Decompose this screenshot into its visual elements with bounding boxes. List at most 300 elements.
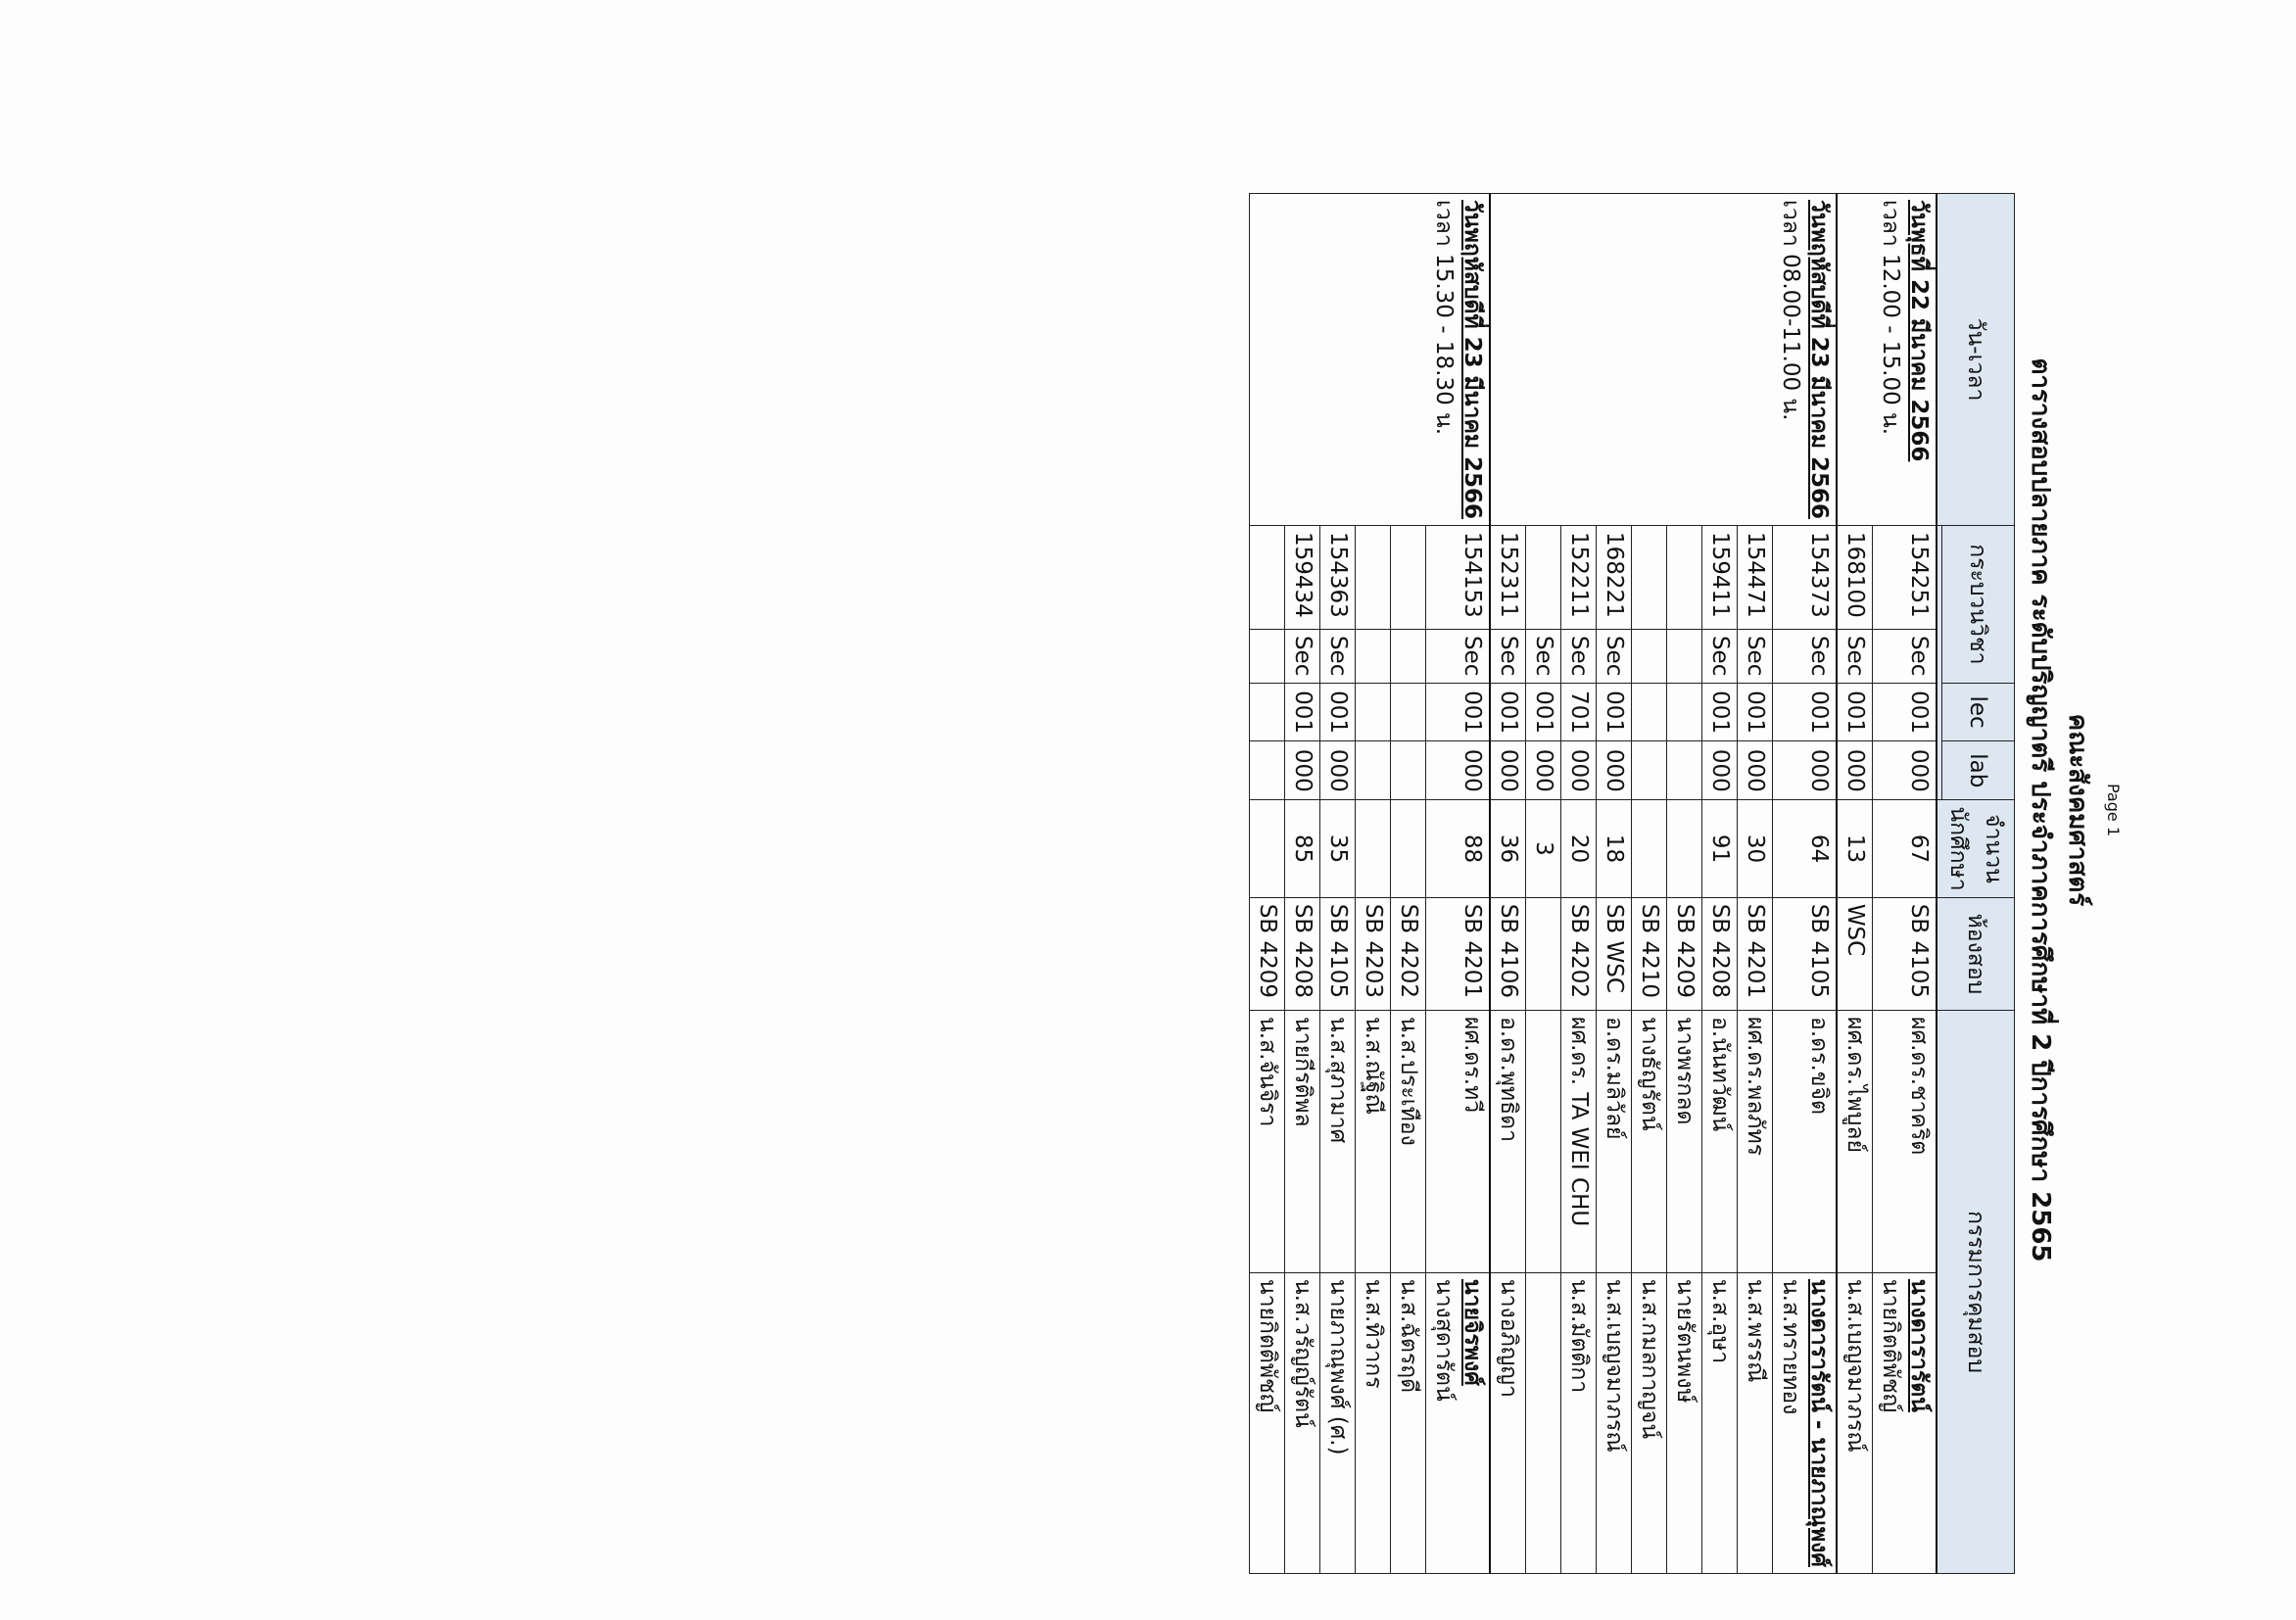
cell-staff — [1526, 1272, 1561, 1573]
cell-lec — [1391, 683, 1426, 741]
lec-value: 001 — [1602, 691, 1627, 734]
course-value: 168221 — [1602, 532, 1627, 618]
cell-course — [1873, 526, 1937, 630]
staff-value: น.ส.ทรายทอง — [1778, 1278, 1803, 1415]
lab-value: 000 — [1707, 748, 1733, 792]
cell-lab — [1702, 741, 1738, 800]
cell-sec — [1837, 629, 1873, 683]
cell-sec — [1320, 629, 1356, 683]
sec-value — [1394, 636, 1422, 677]
course-value — [1635, 532, 1663, 623]
cell-course — [1391, 526, 1426, 630]
students-value: 3 — [1531, 841, 1556, 856]
sec-value: Sec — [1566, 635, 1592, 677]
cell-course — [1597, 526, 1632, 630]
examiner-value: อ.นันทวัฒน์ — [1707, 1017, 1733, 1132]
cell-students — [1597, 800, 1632, 898]
room-value: SB 4201 — [1459, 903, 1485, 999]
cell-staff — [1285, 1272, 1320, 1573]
cell-lab — [1285, 741, 1320, 800]
cell-students — [1356, 800, 1391, 898]
cell-students — [1285, 800, 1320, 898]
cell-staff — [1597, 1272, 1632, 1573]
lab-value: 000 — [1743, 748, 1768, 792]
cell-course — [1356, 526, 1391, 630]
cell-students — [1632, 800, 1667, 898]
cell-course — [1561, 526, 1597, 630]
faculty-title: คณะสังคมศาสตร์ — [2063, 713, 2092, 907]
cell-lab — [1526, 741, 1561, 800]
staff-value: นายกิตติพัชญ์ — [1255, 1278, 1280, 1413]
cell-students — [1738, 800, 1773, 898]
course-value: 159411 — [1707, 532, 1733, 618]
cell-staff — [1738, 1272, 1773, 1573]
lab-value: 000 — [1602, 748, 1627, 792]
cell-students — [1526, 800, 1561, 898]
cell-room — [1873, 897, 1937, 1010]
datetime-cell — [1490, 194, 1837, 526]
cell-staff — [1632, 1272, 1667, 1573]
sec-value: Sec — [1602, 635, 1627, 677]
lab-value: 000 — [1906, 748, 1932, 792]
cell-examiner — [1667, 1011, 1702, 1273]
students-value: 91 — [1707, 834, 1733, 864]
cell-students — [1667, 800, 1702, 898]
cell-lec — [1773, 683, 1838, 741]
sec-value: Sec — [1531, 635, 1556, 677]
cell-course — [1738, 526, 1773, 630]
cell-room — [1426, 897, 1491, 1010]
students-value: 35 — [1325, 834, 1351, 864]
course-value — [1359, 532, 1387, 623]
students-value — [1253, 806, 1281, 891]
cell-lec — [1702, 683, 1738, 741]
lec-value: 001 — [1743, 691, 1768, 734]
cell-examiner — [1632, 1011, 1667, 1273]
cell-room — [1391, 897, 1426, 1010]
lec-value — [1359, 690, 1387, 736]
cell-lec — [1837, 683, 1873, 741]
students-value: 85 — [1290, 834, 1315, 864]
exam-time: เวลา 12.00 - 15.00 น. — [1878, 200, 1903, 436]
header-spacer — [1937, 526, 1942, 800]
rotated-page — [120, 85, 2176, 1567]
examiner-value: นางธัญรัตน์ — [1637, 1017, 1662, 1131]
cell-room — [1597, 897, 1632, 1010]
staff-value: น.ส.ทิวากร — [1361, 1278, 1386, 1389]
cell-staff — [1320, 1272, 1356, 1573]
room-value: SB 4202 — [1566, 903, 1592, 999]
exam-date: วันพฤหัสบดีที่ 23 มีนาคม 2566 — [1459, 200, 1485, 520]
cell-lab — [1356, 741, 1391, 800]
students-value: 36 — [1496, 834, 1521, 864]
students-value — [1635, 806, 1663, 891]
cell-sec — [1738, 629, 1773, 683]
schedule-body — [1250, 194, 1937, 1574]
sec-value: Sec — [1290, 635, 1315, 677]
cell-room — [1702, 897, 1738, 1010]
cell-course — [1426, 526, 1491, 630]
lab-value: 000 — [1290, 748, 1315, 792]
cell-students — [1426, 800, 1491, 898]
cell-room — [1667, 897, 1702, 1010]
cell-students — [1391, 800, 1426, 898]
room-value: SB 4209 — [1672, 903, 1698, 999]
course-value: 152311 — [1496, 532, 1521, 618]
exam-time: เวลา 08.00-11.00 น. — [1778, 200, 1803, 421]
datetime-cell — [1837, 194, 1937, 526]
students-value: 64 — [1806, 834, 1832, 864]
cell-lab — [1320, 741, 1356, 800]
cell-lec — [1285, 683, 1320, 741]
cell-lab — [1873, 741, 1937, 800]
staff-value: นางสุดารัตน์ — [1431, 1278, 1457, 1402]
cell-course — [1773, 526, 1838, 630]
staff-value: น.ส.ฉัตรฤดี — [1396, 1278, 1421, 1394]
sec-value: Sec — [1496, 635, 1521, 677]
cell-staff — [1702, 1272, 1738, 1573]
cell-room — [1561, 897, 1597, 1010]
cell-students — [1837, 800, 1873, 898]
course-value — [1670, 532, 1698, 623]
staff-value: น.ส.เบญจมาภรณ์ — [1602, 1278, 1627, 1453]
cell-lab — [1597, 741, 1632, 800]
lec-value: 001 — [1290, 691, 1315, 734]
course-value: 152211 — [1566, 532, 1592, 618]
cell-lab — [1250, 741, 1285, 800]
staff-value: นายภาณุพงศ์ (ศ.) — [1325, 1278, 1351, 1455]
course-value: 168100 — [1842, 532, 1868, 618]
examiner-value: น.ส.สุภามาศ — [1325, 1017, 1351, 1144]
room-value: SB 4105 — [1806, 903, 1832, 999]
table-row — [1773, 194, 1838, 1574]
cell-room — [1490, 897, 1526, 1010]
cell-sec — [1667, 629, 1702, 683]
cell-students — [1773, 800, 1838, 898]
cell-staff — [1773, 1272, 1838, 1573]
sec-value: Sec — [1842, 635, 1868, 677]
cell-lec — [1632, 683, 1667, 741]
cell-lec — [1597, 683, 1632, 741]
staff-value: นางอภิญญา — [1496, 1278, 1521, 1398]
examiner-value: ผศ.ดร.ทวี — [1459, 1017, 1485, 1114]
cell-sec — [1526, 629, 1561, 683]
table-row — [1873, 194, 1937, 1574]
lec-value: 001 — [1459, 691, 1485, 734]
room-value: SB 4210 — [1637, 903, 1662, 999]
cell-sec — [1702, 629, 1738, 683]
cell-course — [1632, 526, 1667, 630]
cell-staff — [1561, 1272, 1597, 1573]
examiner-value — [1529, 1017, 1557, 1266]
cell-sec — [1391, 629, 1426, 683]
examiner-value: น.ส.ประเทือง — [1396, 1017, 1421, 1146]
proctor-head: นางดารารัตน์ - นายภาณุพงศ์ — [1806, 1278, 1832, 1567]
cell-examiner — [1561, 1011, 1597, 1273]
lec-value — [1670, 690, 1698, 736]
course-value — [1529, 532, 1557, 623]
header-row — [1942, 194, 2015, 1574]
sec-value: Sec — [1906, 635, 1932, 677]
exam-time: เวลา 15.30 - 18.30 น. — [1431, 200, 1457, 436]
lec-value: 001 — [1325, 691, 1351, 734]
cell-staff — [1490, 1272, 1526, 1573]
sec-value: Sec — [1806, 635, 1832, 677]
header-committee: กรรมการคุมสอบ — [1937, 1011, 2015, 1574]
cell-examiner — [1490, 1011, 1526, 1273]
cell-staff — [1391, 1272, 1426, 1573]
cell-lab — [1391, 741, 1426, 800]
staff-value: นายรัตนพงษ์ — [1672, 1278, 1698, 1404]
lec-value: 701 — [1566, 691, 1592, 734]
datetime-cell — [1250, 194, 1491, 526]
cell-staff — [1873, 1272, 1937, 1573]
room-value: SB 4105 — [1325, 903, 1351, 999]
cell-room — [1632, 897, 1667, 1010]
cell-students — [1490, 800, 1526, 898]
cell-examiner — [1738, 1011, 1773, 1273]
header-datetime: วัน-เวลา — [1937, 194, 2015, 526]
cell-examiner — [1837, 1011, 1873, 1273]
sec-value: Sec — [1459, 635, 1485, 677]
cell-examiner — [1526, 1011, 1561, 1273]
students-value: 88 — [1459, 834, 1485, 864]
cell-sec — [1773, 629, 1838, 683]
lab-value — [1635, 747, 1663, 793]
course-value: 154251 — [1906, 532, 1932, 618]
students-value: 13 — [1842, 834, 1868, 864]
cell-lab — [1632, 741, 1667, 800]
examiner-value: ผศ.ดร.ไพบูลย์ — [1842, 1017, 1868, 1153]
cell-sec — [1873, 629, 1937, 683]
cell-students — [1873, 800, 1937, 898]
proctor-head: นายจิรพงศ์ — [1459, 1278, 1485, 1386]
page-label: Page 1 — [2104, 784, 2123, 836]
cell-lec — [1873, 683, 1937, 741]
header-students: จำนวนนักศึกษา — [1937, 800, 2015, 898]
sec-value: Sec — [1325, 635, 1351, 677]
staff-value: นายกิตติพัชญ์ — [1878, 1278, 1903, 1413]
course-value: 154153 — [1459, 532, 1485, 618]
exam-date: วันพุธที่ 22 มีนาคม 2566 — [1906, 200, 1932, 462]
cell-lab — [1773, 741, 1838, 800]
sec-value — [1635, 636, 1663, 677]
cell-course — [1702, 526, 1738, 630]
staff-value: น.ส.พรรณี — [1743, 1278, 1768, 1383]
sec-value — [1359, 636, 1387, 677]
cell-room — [1285, 897, 1320, 1010]
exam-date: วันพฤหัสบดีที่ 23 มีนาคม 2566 — [1806, 200, 1832, 520]
lec-value: 001 — [1842, 691, 1868, 734]
examiner-value: ผศ.ดร.ชาคริต — [1906, 1017, 1932, 1156]
cell-lec — [1526, 683, 1561, 741]
room-value: WSC — [1842, 903, 1868, 957]
examiner-value: น.ส.จันจิรา — [1255, 1017, 1280, 1127]
lec-value — [1253, 690, 1281, 736]
examiner-value: นางพรกลด — [1672, 1017, 1698, 1125]
exam-schedule-table — [1249, 193, 2015, 1574]
cell-staff — [1837, 1272, 1873, 1573]
cell-staff — [1426, 1272, 1491, 1573]
cell-course — [1285, 526, 1320, 630]
room-value: SB 4209 — [1255, 903, 1280, 999]
cell-room — [1837, 897, 1873, 1010]
lab-value: 000 — [1842, 748, 1868, 792]
cell-room — [1773, 897, 1838, 1010]
cell-course — [1250, 526, 1285, 630]
examiner-value: น.ส.ณัฐิณี — [1361, 1017, 1386, 1115]
cell-sec — [1632, 629, 1667, 683]
cell-lab — [1837, 741, 1873, 800]
room-value: SB 4208 — [1290, 903, 1315, 999]
examiner-value: อ.ดร.มลิวัลย์ — [1602, 1017, 1627, 1140]
lec-value: 001 — [1806, 691, 1832, 734]
room-value: SB 4203 — [1361, 903, 1386, 999]
lab-value: 000 — [1496, 748, 1521, 792]
cell-examiner — [1250, 1011, 1285, 1273]
lec-value — [1635, 690, 1663, 736]
cell-students — [1561, 800, 1597, 898]
lec-value: 001 — [1496, 691, 1521, 734]
staff-value: น.ส.มัตติกา — [1566, 1278, 1592, 1394]
staff-value — [1529, 1279, 1557, 1567]
header-course: กระบวนวิชา — [1942, 526, 2015, 684]
cell-staff — [1356, 1272, 1391, 1573]
header-lab: lab — [1942, 741, 2015, 800]
sec-value: Sec — [1743, 635, 1768, 677]
cell-examiner — [1773, 1011, 1838, 1273]
cell-sec — [1597, 629, 1632, 683]
proctor-head: นางดารารัตน์ — [1906, 1278, 1932, 1412]
cell-students — [1320, 800, 1356, 898]
examiner-value: อ.ดร.พุทธิดา — [1496, 1017, 1521, 1142]
lec-value: 001 — [1531, 691, 1556, 734]
examiner-value: ผศ.ดร. TA WEI CHU — [1566, 1017, 1592, 1227]
lab-value — [1394, 747, 1422, 793]
header-room: ห้องสอบ — [1937, 897, 2015, 1010]
cell-examiner — [1391, 1011, 1426, 1273]
course-value: 154363 — [1325, 532, 1351, 618]
header-lec: lec — [1942, 683, 2015, 741]
cell-lec — [1250, 683, 1285, 741]
lab-value: 000 — [1806, 748, 1832, 792]
cell-room — [1356, 897, 1391, 1010]
room-value: SB 4106 — [1496, 903, 1521, 999]
cell-students — [1702, 800, 1738, 898]
cell-room — [1320, 897, 1356, 1010]
examiner-value: ผศ.ดร.พลภัทร — [1743, 1017, 1768, 1156]
cell-lab — [1426, 741, 1491, 800]
students-value: 18 — [1602, 834, 1627, 864]
cell-room — [1738, 897, 1773, 1010]
cell-staff — [1667, 1272, 1702, 1573]
cell-students — [1250, 800, 1285, 898]
course-value — [1253, 532, 1281, 623]
lab-value — [1670, 747, 1698, 793]
students-value — [1670, 806, 1698, 891]
cell-lec — [1490, 683, 1526, 741]
cell-lec — [1426, 683, 1491, 741]
sec-value: Sec — [1707, 635, 1733, 677]
cell-course — [1837, 526, 1873, 630]
cell-lec — [1356, 683, 1391, 741]
cell-examiner — [1873, 1011, 1937, 1273]
lab-value: 000 — [1566, 748, 1592, 792]
room-value: SB 4105 — [1906, 903, 1932, 999]
cell-staff — [1250, 1272, 1285, 1573]
cell-lab — [1561, 741, 1597, 800]
room-value — [1529, 904, 1557, 1004]
cell-course — [1320, 526, 1356, 630]
cell-examiner — [1285, 1011, 1320, 1273]
lec-value — [1394, 690, 1422, 736]
cell-sec — [1426, 629, 1491, 683]
students-value: 67 — [1906, 834, 1932, 864]
cell-sec — [1356, 629, 1391, 683]
table-row — [1426, 194, 1491, 1574]
sec-value — [1253, 636, 1281, 677]
lab-value: 000 — [1325, 748, 1351, 792]
cell-lec — [1320, 683, 1356, 741]
staff-value: น.ส.กมลกาญจน์ — [1637, 1278, 1662, 1440]
cell-course — [1526, 526, 1561, 630]
staff-value: น.ส.เบญจมาภรณ์ — [1842, 1278, 1868, 1453]
cell-examiner — [1597, 1011, 1632, 1273]
cell-examiner — [1426, 1011, 1491, 1273]
lab-value: 000 — [1531, 748, 1556, 792]
room-value: SB 4208 — [1707, 903, 1733, 999]
lab-value — [1359, 747, 1387, 793]
examiner-value: นายกีรติพล — [1290, 1017, 1315, 1127]
staff-value: น.ส.วรัญญ์รัตน์ — [1290, 1278, 1315, 1428]
lab-value — [1253, 747, 1281, 793]
cell-sec — [1561, 629, 1597, 683]
cell-room — [1250, 897, 1285, 1010]
cell-sec — [1285, 629, 1320, 683]
course-value — [1394, 532, 1422, 623]
cell-examiner — [1356, 1011, 1391, 1273]
examiner-value: อ.ดร.ขจิต — [1806, 1017, 1832, 1115]
cell-lec — [1738, 683, 1773, 741]
cell-lab — [1490, 741, 1526, 800]
room-value: SB 4201 — [1743, 903, 1768, 999]
course-value: 159434 — [1290, 532, 1315, 618]
students-value — [1359, 806, 1387, 891]
students-value: 20 — [1566, 834, 1592, 864]
cell-lab — [1667, 741, 1702, 800]
cell-course — [1667, 526, 1702, 630]
cell-sec — [1250, 629, 1285, 683]
lec-value: 001 — [1707, 691, 1733, 734]
cell-sec — [1490, 629, 1526, 683]
cell-lec — [1561, 683, 1597, 741]
sec-value — [1670, 636, 1698, 677]
cell-lab — [1738, 741, 1773, 800]
students-value: 30 — [1743, 834, 1768, 864]
cell-examiner — [1320, 1011, 1356, 1273]
lec-value: 001 — [1906, 691, 1932, 734]
course-value: 154373 — [1806, 532, 1832, 618]
course-value: 154471 — [1743, 532, 1768, 618]
cell-examiner — [1702, 1011, 1738, 1273]
cell-lec — [1667, 683, 1702, 741]
students-value — [1394, 806, 1422, 891]
cell-course — [1490, 526, 1526, 630]
room-value: SB WSC — [1602, 903, 1627, 993]
staff-value: น.ส.อุษา — [1707, 1278, 1733, 1364]
lab-value: 000 — [1459, 748, 1485, 792]
room-value: SB 4202 — [1396, 903, 1421, 999]
